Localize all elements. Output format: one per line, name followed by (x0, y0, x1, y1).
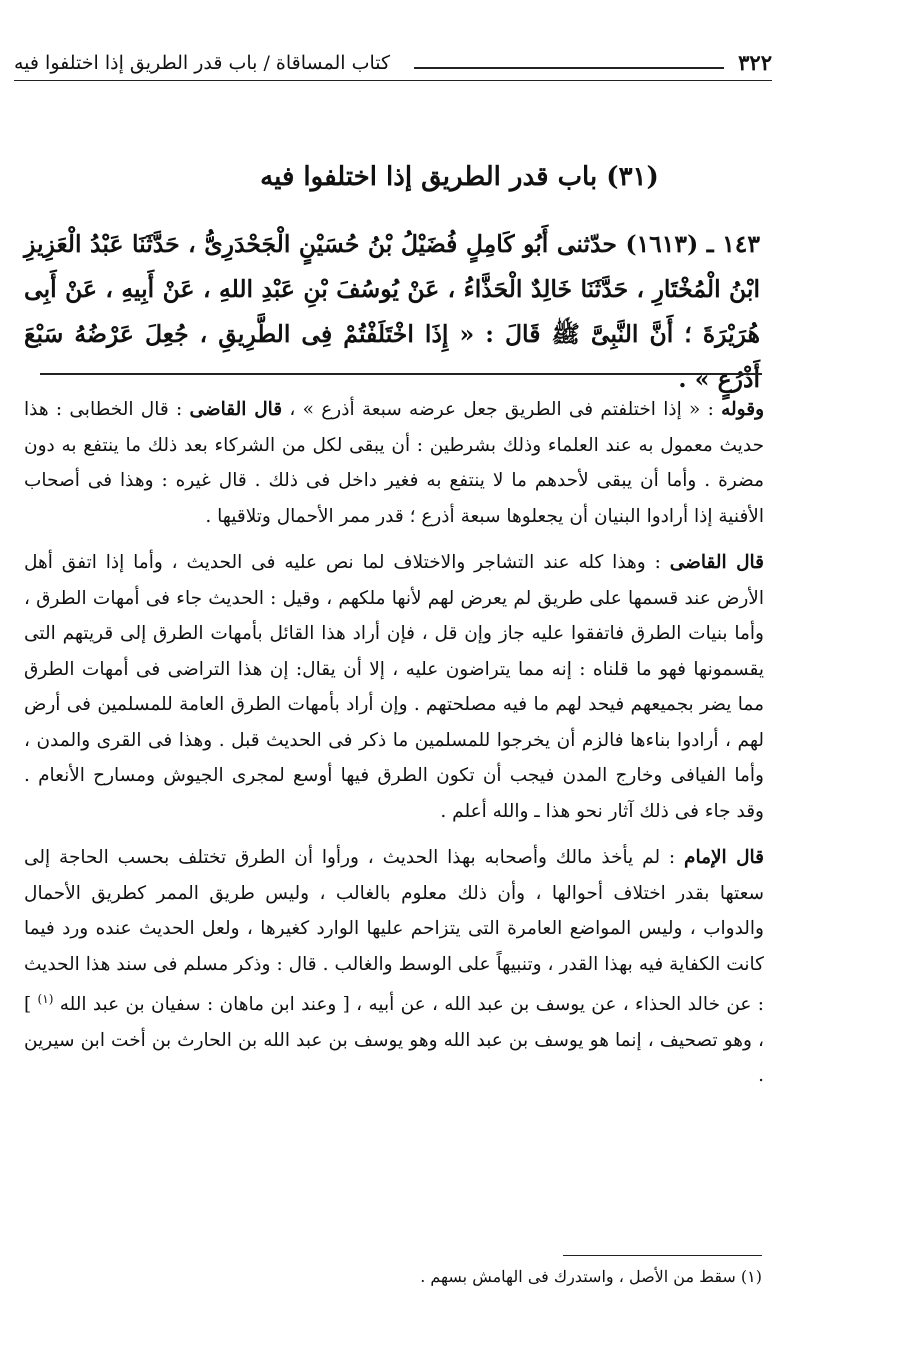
page-number: ٣٢٢ (738, 50, 772, 75)
paragraph-lead: قال القاضى (669, 552, 765, 573)
section-separator (40, 373, 762, 375)
paragraph-lead: وقوله (721, 399, 764, 420)
commentary-paragraph (24, 840, 764, 1094)
running-title: كتاب المساقاة / باب قدر الطريق إذا اختلفوا فيه (14, 52, 391, 74)
paragraph-text: : لم يأخذ مالك وأصحابه بهذا الحديث ، ورأوا أن الطرق تختلف بحسب الحاجة إلى سعتها بقدر اختلاف أحوالها ، وأن ذلك معلوم بالغالب ، وليس طريق الممر كطريق الأحمال والدواب ، وليس المواضع العامرة التى يتزاحم عليها الوارد كغيرها ، ولعل الحديث عنده ورد فيما كانت الكفاية فيه بهذا القدر ، وتنبيهاً على الوسط والغالب . قال : وذكر مسلم فى سند هذا الحديث : عن خالد الحذاء ، عن يوسف بن عبد الله ، عن أبيه ، [ وعند ابن ماهان : سفيان بن عبد الله (24, 847, 764, 1016)
hadith-text-block (24, 222, 760, 402)
header-dash-rule (414, 67, 724, 69)
paragraph-text: ] ، وهو تصحيف ، إنما هو يوسف بن عبد الله وهو يوسف بن عبد الله بن الحارث بن أخت ابن سيرين . (24, 994, 764, 1087)
running-header (14, 50, 772, 81)
chapter-title: (٣١) باب قدر الطريق إذا اختلفوا فيه (260, 162, 659, 192)
paragraph-text: : وهذا كله عند التشاجر والاختلاف لما نص عليه فى الحديث ، وأما إذا اتفق أهل الأرض عند قسمها على طريق لم يعرض لهم لأنها ملكهم ، وقيل : الحديث جاء فى أمهات الطرق ، وأما بنيات الطرق فاتفقوا عليه جاز وإن قل ، فإن أراد هذا القائل بأمهات الطرق إلى قريتهم التى يقسمونها فهو ما قلناه : إنه مما يتراضون عليه ، إلا أن يقال: إن هذا التراضى فى أمهات الطرق مما يضر بجميعهم فيحد لهم ما فيه مصلحتهم . وإن أراد بأمهات الطرق العامة للمسلمين فى أرض لهم ، أرادوا بناءها فالزم أن يخرجوا للمسلمين ما ذكر فى الحديث قبل . وهذا فى القرى والمدن ، وأما الفيافى وخارج المدن فيجب أن تكون الطرق فيها أوسع لمجرى الجيوش ومسارح الأنعام . وقد جاء فى ذلك آثار نحو هذا ـ والله أعلم . (24, 552, 764, 822)
paragraph-text: : قال الخطابى : هذا حديث معمول به عند العلماء وذلك بشرطين : أن يبقى لكل من الشركاء بعد ذلك ما ينتفع به دون مضرة . وأما أن يبقى لأحدهم ما لا ينتفع به فغير داخل فى ذلك . قال غيره : وهذا فى أصحاب الأفنية إذا أرادوا البنيان أن يجعلوها سبعة أذرع ؛ قدر ممر الأحمال وتلاقيها . (24, 399, 764, 527)
paragraph-text: : « إذا اختلفتم فى الطريق جعل عرضه سبعة أذرع » ، (282, 399, 722, 420)
commentary (24, 392, 764, 1105)
commentary-paragraph (24, 545, 764, 829)
footnote-separator (563, 1255, 762, 1256)
commentary-paragraph (24, 392, 764, 534)
paragraph-lead: قال القاضى (189, 399, 283, 420)
footnote: (١) سقط من الأصل ، واستدرك فى الهامش بسهم . (420, 1267, 762, 1286)
footnote-reference[interactable]: (١) (37, 992, 54, 1006)
hadith-text: ١٤٣ ـ (١٦١٣) حدّثنى أَبُو كَامِلٍ فُضَيْلُ بْنُ حُسَيْنٍ الْجَحْدَرِىُّ ، حَدَّثَنَا عَبْدُ الْعَزِيزِ ابْنُ الْمُخْتَارِ ، حَدَّثَنَا خَالِدٌ الْحَذَّاءُ ، عَنْ يُوسُفَ بْنِ عَبْدِ اللهِ ، عَنْ أَبِيهِ ، عَنْ أَبِى هُرَيْرَةَ ؛ أَنَّ النَّبِىَّ ﷺ قَالَ : « إِذَا اخْتَلَفْتُمْ فِى الطَّرِيقِ ، جُعِلَ عَرْضُهُ سَبْعَ أَذْرُعٍ » . (24, 230, 760, 393)
paragraph-lead: قال الإمام (684, 847, 765, 868)
